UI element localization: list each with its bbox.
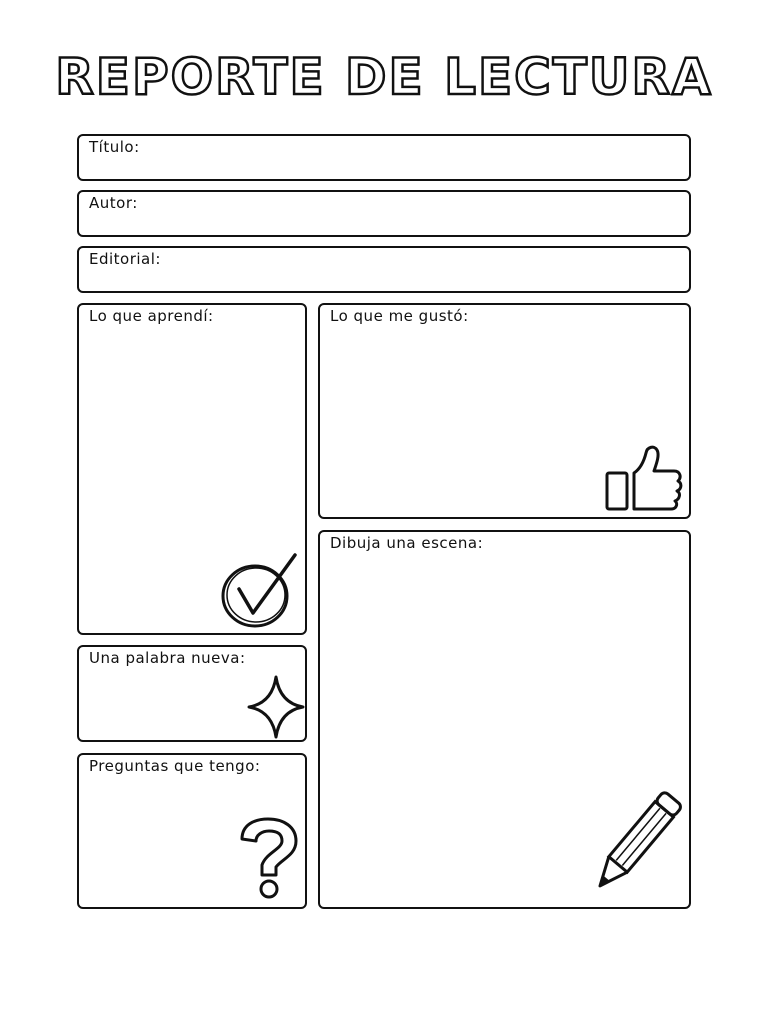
aprendi-label: Lo que aprendí: [89, 307, 214, 325]
gusto-box[interactable] [318, 303, 691, 519]
question-mark-icon [236, 817, 300, 901]
page-title-graphic [0, 42, 768, 112]
escena-label: Dibuja una escena: [330, 534, 484, 552]
thumbs-up-icon [604, 443, 684, 515]
preguntas-label: Preguntas que tengo: [89, 757, 261, 775]
editorial-label: Editorial: [89, 250, 161, 268]
autor-field[interactable] [77, 190, 691, 237]
pencil-icon [586, 784, 686, 902]
palabra-box[interactable] [77, 645, 307, 742]
aprendi-box[interactable] [77, 303, 307, 635]
palabra-label: Una palabra nueva: [89, 649, 246, 667]
escena-box[interactable] [318, 530, 691, 909]
page-title: REPORTE DE LECTURA [55, 48, 713, 106]
check-circle-icon [219, 551, 301, 631]
titulo-field[interactable] [77, 134, 691, 181]
gusto-label: Lo que me gustó: [330, 307, 469, 325]
page-title-container [0, 42, 768, 112]
editorial-field[interactable] [77, 246, 691, 293]
titulo-label: Título: [89, 138, 140, 156]
preguntas-box[interactable] [77, 753, 307, 909]
sparkle-icon [247, 675, 305, 739]
autor-label: Autor: [89, 194, 138, 212]
